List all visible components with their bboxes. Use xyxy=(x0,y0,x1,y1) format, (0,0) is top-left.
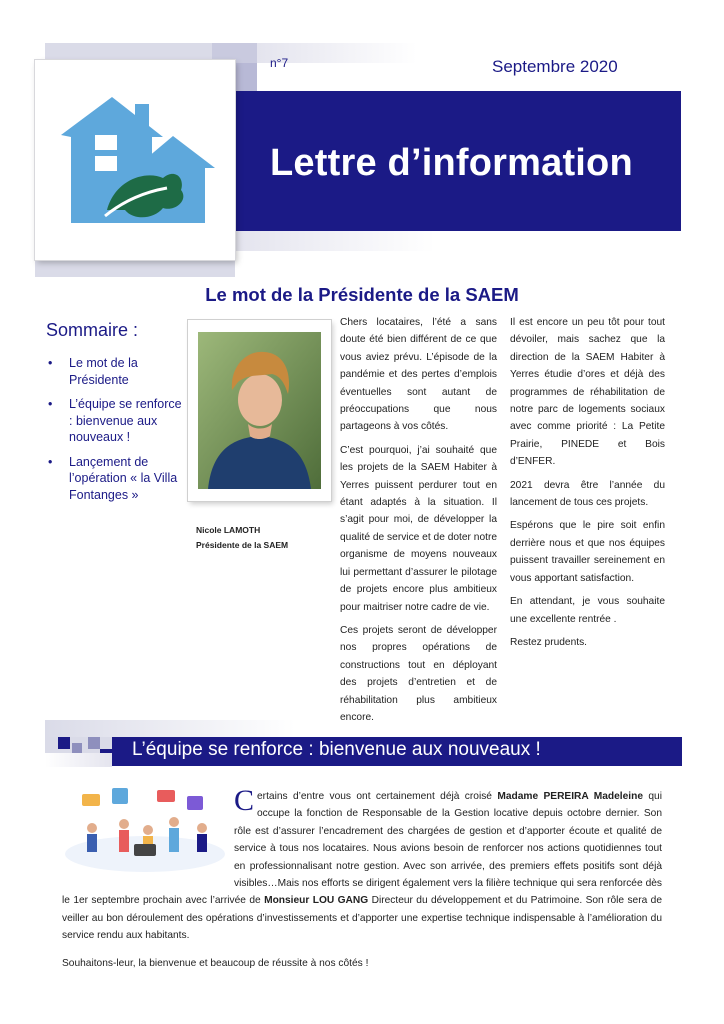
paragraph: Restez prudents. xyxy=(510,636,588,648)
team-illustration-icon xyxy=(62,784,228,874)
closing-paragraph: Souhaitons-leur, la bienvenue et beaucoup de réussite à nos côtés ! xyxy=(62,957,369,969)
president-photo xyxy=(188,320,331,501)
person-name: Madame PEREIRA Madeleine xyxy=(497,791,644,802)
newsletter-title: Lettre d’information xyxy=(270,142,633,184)
house-logo-icon xyxy=(35,60,235,260)
sommaire-title: Sommaire : xyxy=(46,320,139,340)
editorial-column-1 xyxy=(340,314,497,732)
issue-date: Septembre 2020 xyxy=(492,57,618,76)
decor-square xyxy=(35,260,235,277)
paragraph: Il est encore un peu tôt pour tout dévoiler, mais sachez que la direction de la SAEM Habiter à Yerres étudie d’ores et déjà des programmes de réhabilitation de notre parc de logements sociaux avec comme priorité : La Petite Prairie, PINEDE et Bois d’ENFER. xyxy=(510,317,665,468)
sommaire-item: • Le mot de la Présidente xyxy=(46,355,186,388)
decor-square xyxy=(235,63,257,91)
person-name: Monsieur LOU GANG xyxy=(264,895,369,907)
editorial-column-2 xyxy=(510,314,665,657)
sommaire-item: • Lançement de l’opération « la Villa Fontanges » xyxy=(46,454,186,504)
paragraph-text: Directeur du développement et du Patrimoine. Son rôle sera de veiller au bon déroulement des opérations d’investissements et d’apporter une expertise technique indispensable à l’amélioration du service rendu aux habitants. xyxy=(62,895,662,942)
portrait-image xyxy=(188,320,331,501)
drop-cap: C xyxy=(234,784,255,817)
sommaire-item: • L’équipe se renforce : bienvenue aux nouveaux ! xyxy=(46,396,186,446)
decor-square xyxy=(235,231,435,251)
paragraph: Ces projets seront de développer nos propres opérations de constructions tout en déployant des projets d’entretien et de réhabilitation plus ambitieux encore. xyxy=(340,624,497,723)
paragraph: 2021 devra être l’année du lancement de tous ces projets. xyxy=(510,479,665,509)
issue-number: n°7 xyxy=(270,56,289,70)
logo-frame xyxy=(35,60,235,260)
paragraph: Espérons que le pire soit enfin derrière nous et que nos équipes puissent travailler sereinement en vous apportant satisfaction. xyxy=(510,520,665,584)
section-title: L’équipe se renforce : bienvenue aux nouveaux ! xyxy=(132,739,541,760)
section-title: Le mot de la Présidente de la SAEM xyxy=(205,284,519,305)
sommaire-list xyxy=(46,355,186,511)
paragraph: Chers locataires, l’été a sans doute été bien différent de ce que vous aviez prévu. L’épisode de la pandémie et des pertes d’emplois éventuelles sont autant de préoccupations que nous partageons à vos côtés. xyxy=(340,317,497,433)
decor-square xyxy=(45,720,295,737)
paragraph: C’est pourquoi, j’ai souhaité que les projets de la SAEM Habiter à Yerres puissent perdurer tout en étant adaptés à la situation. Il s’agit pour moi, de développer la qualité de service et de doter notre organisme de moyens nouveaux lui permettant d’assurer le pilotage de projets encore plus ambitieux pour maitriser notre cadre de vie. xyxy=(340,444,497,613)
paragraph-text: ertains d’entre vous ont certainement déjà croisé xyxy=(257,791,498,802)
photo-caption xyxy=(196,523,288,553)
team-article xyxy=(62,784,662,972)
decor-square xyxy=(72,743,82,753)
decor-square xyxy=(45,753,112,767)
caption-role: Présidente de la SAEM xyxy=(196,540,289,550)
paragraph-text: qui occupe la fonction de Responsable de la Gestion locative depuis octobre dernier. Son rôle est d’assurer l’encadrement des chargées de gestion et d’apporter écoute et qualité de service à tous nos locataires. Nous avions besoin de renforcer nos actions quotidiennes tout en professionnalisant notre gestion. Avec son arrivée, des premiers effets positifs sont déjà visibles…Mais nos efforts se dirigent également vers la filière technique qui sera renforcée dès le 1er septembre prochain avec l’arrivée de xyxy=(62,791,662,907)
decor-square xyxy=(88,737,100,749)
caption-name: Nicole LAMOTH xyxy=(196,525,261,535)
paragraph: En attendant, je vous souhaite une excellente rentrée . xyxy=(510,596,665,625)
decor-square xyxy=(58,737,70,749)
